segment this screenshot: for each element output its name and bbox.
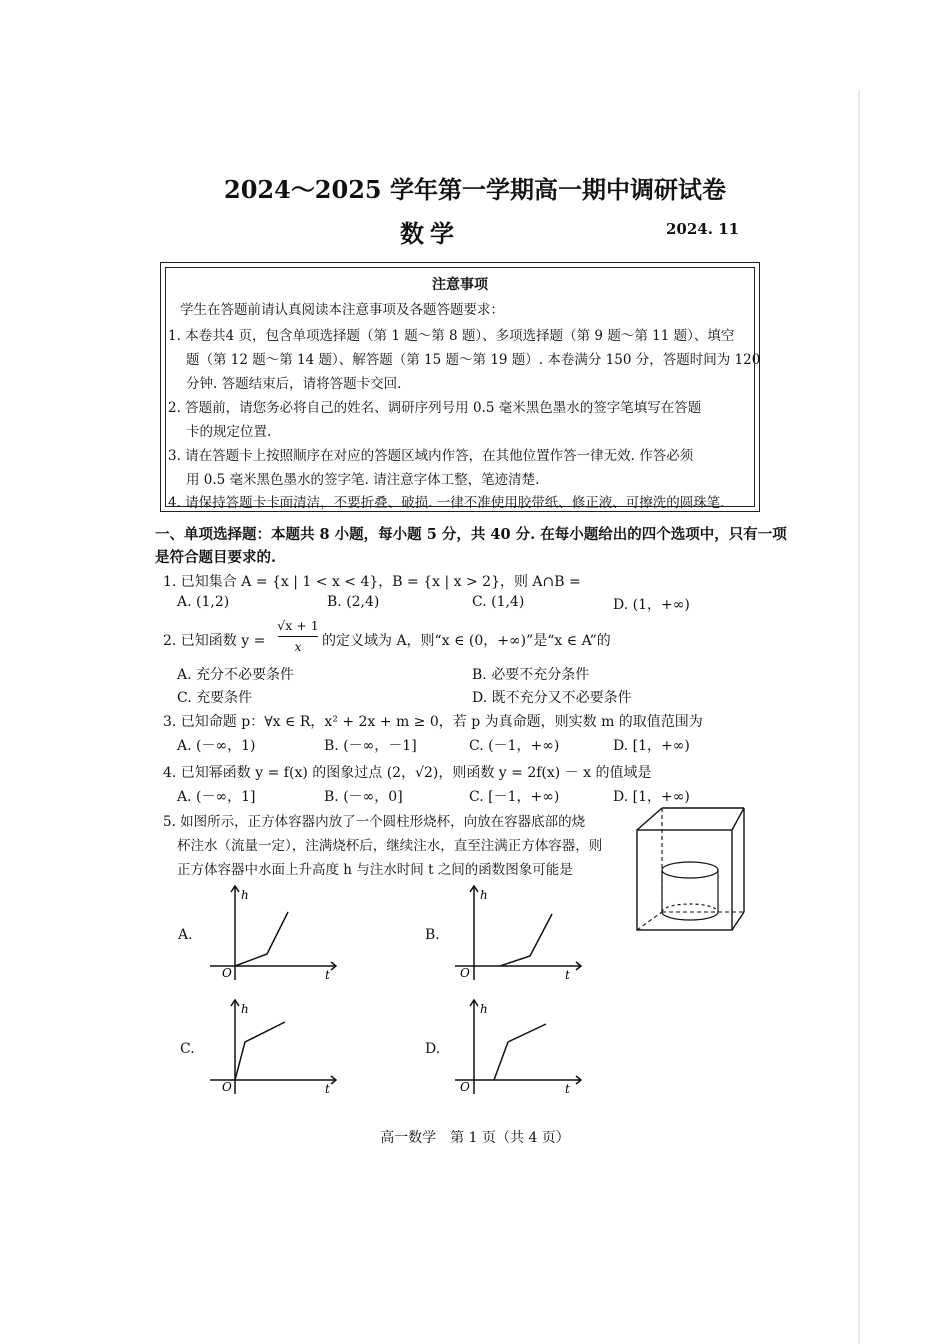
y-axis-label: h bbox=[480, 1002, 488, 1016]
graph-d bbox=[450, 996, 590, 1096]
graph-c-curve bbox=[235, 1022, 285, 1080]
q2-fraction-bar bbox=[278, 636, 318, 637]
graph-a-curve bbox=[235, 912, 288, 966]
notice-line: 学生在答题前请认真阅读本注意事项及各题答题要求： bbox=[180, 302, 504, 318]
section-heading-cont: 是符合题目要求的. bbox=[155, 549, 277, 566]
exam-date: 2024. 11 bbox=[666, 220, 740, 238]
notice-line: 卡的规定位置. bbox=[186, 424, 272, 440]
graph-b-label: B. bbox=[425, 927, 440, 943]
notice-title: 注意事项 bbox=[432, 277, 488, 293]
question-5-line: 5. 如图所示，正方体容器内放了一个圆柱形烧杯，向放在容器底部的烧 bbox=[163, 814, 586, 830]
graph-d-label: D. bbox=[425, 1041, 441, 1057]
cube-with-beaker-figure bbox=[630, 800, 750, 940]
q1-option-a: A. (1,2) bbox=[177, 594, 230, 610]
notice-line: 题（第 12 题～第 14 题）、解答题（第 15 题～第 19 题）. 本卷满分 150 分，答题时间为 120 bbox=[186, 352, 761, 368]
question-2-stem-post: 的定义域为 A，则“x ∈ (0，+∞)”是“x ∈ A”的 bbox=[322, 633, 611, 649]
question-5-line: 杯注水（流量一定），注满烧杯后，继续注水，直至注满正方体容器，则 bbox=[177, 838, 603, 854]
notice-line: 1. 本卷共4 页，包含单项选择题（第 1 题～第 8 题）、多项选择题（第 9 题～第 11 题）、填空 bbox=[168, 328, 735, 344]
beaker-bottom-back bbox=[662, 904, 718, 912]
notice-box bbox=[160, 262, 760, 512]
section-heading: 一、单项选择题：本题共 8 小题，每小题 5 分，共 40 分. 在每小题给出的四个选项中，只有一项 bbox=[155, 526, 787, 543]
cube-hidden-edge bbox=[637, 912, 662, 930]
notice-line: 4. 请保持答题卡卡面清洁，不要折叠、破损. 一律不准使用胶带纸、修正液、可擦洗的圆珠笔. bbox=[168, 495, 725, 511]
graph-c-label: C. bbox=[180, 1041, 195, 1057]
q4-option-b: B. (－∞，0] bbox=[324, 789, 403, 805]
q2-option-b: B. 必要不充分条件 bbox=[472, 667, 590, 683]
graph-a bbox=[205, 882, 345, 982]
origin-label: O bbox=[222, 1080, 232, 1094]
question-5-line: 正方体容器中水面上升高度 h 与注水时间 t 之间的函数图象可能是 bbox=[177, 862, 573, 878]
notice-line: 3. 请在答题卡上按照顺序在对应的答题区域内作答，在其他位置作答一律无效. 作答必须 bbox=[168, 448, 694, 464]
question-1-stem: 1. 已知集合 A = {x | 1 < x < 4}，B = {x | x > 2}，则 A∩B = bbox=[163, 574, 581, 590]
q3-option-d: D. [1，+∞) bbox=[613, 738, 690, 754]
q1-option-c: C. (1,4) bbox=[472, 594, 525, 610]
x-axis-label: t bbox=[565, 1082, 570, 1096]
notice-line: 分钟. 答题结束后，请将答题卡交回. bbox=[186, 376, 402, 392]
q2-option-a: A. 充分不必要条件 bbox=[177, 667, 295, 683]
page-title: 2024～2025 学年第一学期高一期中调研试卷 bbox=[224, 175, 726, 204]
notice-inner-border bbox=[165, 267, 761, 511]
y-axis-label: h bbox=[480, 888, 488, 902]
graph-a-label: A. bbox=[178, 927, 193, 943]
q2-option-d: D. 既不充分又不必要条件 bbox=[472, 690, 632, 706]
scan-edge bbox=[858, 90, 860, 1344]
cube-edge bbox=[732, 808, 744, 830]
q3-option-b: B. (－∞，－1] bbox=[324, 738, 417, 754]
question-3-stem: 3. 已知命题 p：∀x ∈ R，x² + 2x + m ≥ 0，若 p 为真命题，则实数 m 的取值范围为 bbox=[163, 714, 703, 730]
y-axis-label: h bbox=[241, 1002, 249, 1016]
question-2-stem-pre: 2. 已知函数 y = bbox=[163, 633, 266, 649]
subject-title: 数学 bbox=[400, 219, 460, 248]
notice-line: 2. 答题前，请您务必将自己的姓名、调研序列号用 0.5 毫米黑色墨水的签字笔填写在答题 bbox=[168, 400, 702, 416]
x-axis-label: t bbox=[325, 1082, 330, 1096]
q2-option-c: C. 充要条件 bbox=[177, 690, 253, 706]
x-axis-label: t bbox=[565, 968, 570, 982]
beaker-top bbox=[662, 862, 718, 878]
q4-option-c: C. [－1，+∞) bbox=[469, 789, 560, 805]
origin-label: O bbox=[460, 966, 470, 980]
graph-b bbox=[450, 882, 590, 982]
page-footer: 高一数学 第 1 页（共 4 页） bbox=[380, 1130, 570, 1146]
cube-edge bbox=[637, 808, 662, 830]
q1-option-b: B. (2,4) bbox=[327, 594, 380, 610]
q2-fraction-numerator: √x + 1 bbox=[277, 618, 319, 633]
origin-label: O bbox=[460, 1080, 470, 1094]
y-axis-label: h bbox=[241, 888, 249, 902]
origin-label: O bbox=[222, 966, 232, 980]
q2-fraction-denominator: x bbox=[294, 639, 302, 654]
graph-c bbox=[205, 996, 345, 1096]
graph-b-curve bbox=[500, 914, 552, 966]
q3-option-c: C. (－1，+∞) bbox=[469, 738, 560, 754]
x-axis-label: t bbox=[325, 968, 330, 982]
beaker-bottom-front bbox=[662, 912, 718, 920]
q3-option-a: A. (－∞，1) bbox=[177, 738, 256, 754]
q1-option-d: D. (1，+∞) bbox=[613, 597, 690, 613]
q4-option-d: D. [1，+∞) bbox=[613, 789, 690, 805]
cube-edge bbox=[732, 912, 744, 930]
graph-d-curve bbox=[494, 1024, 546, 1080]
q4-option-a: A. (－∞，1] bbox=[177, 789, 256, 805]
question-4-stem: 4. 已知幂函数 y = f(x) 的图象过点 (2，√2)，则函数 y = 2f(x) － x 的值域是 bbox=[163, 765, 652, 781]
notice-line: 用 0.5 毫米黑色墨水的签字笔. 请注意字体工整，笔迹清楚. bbox=[186, 472, 540, 488]
